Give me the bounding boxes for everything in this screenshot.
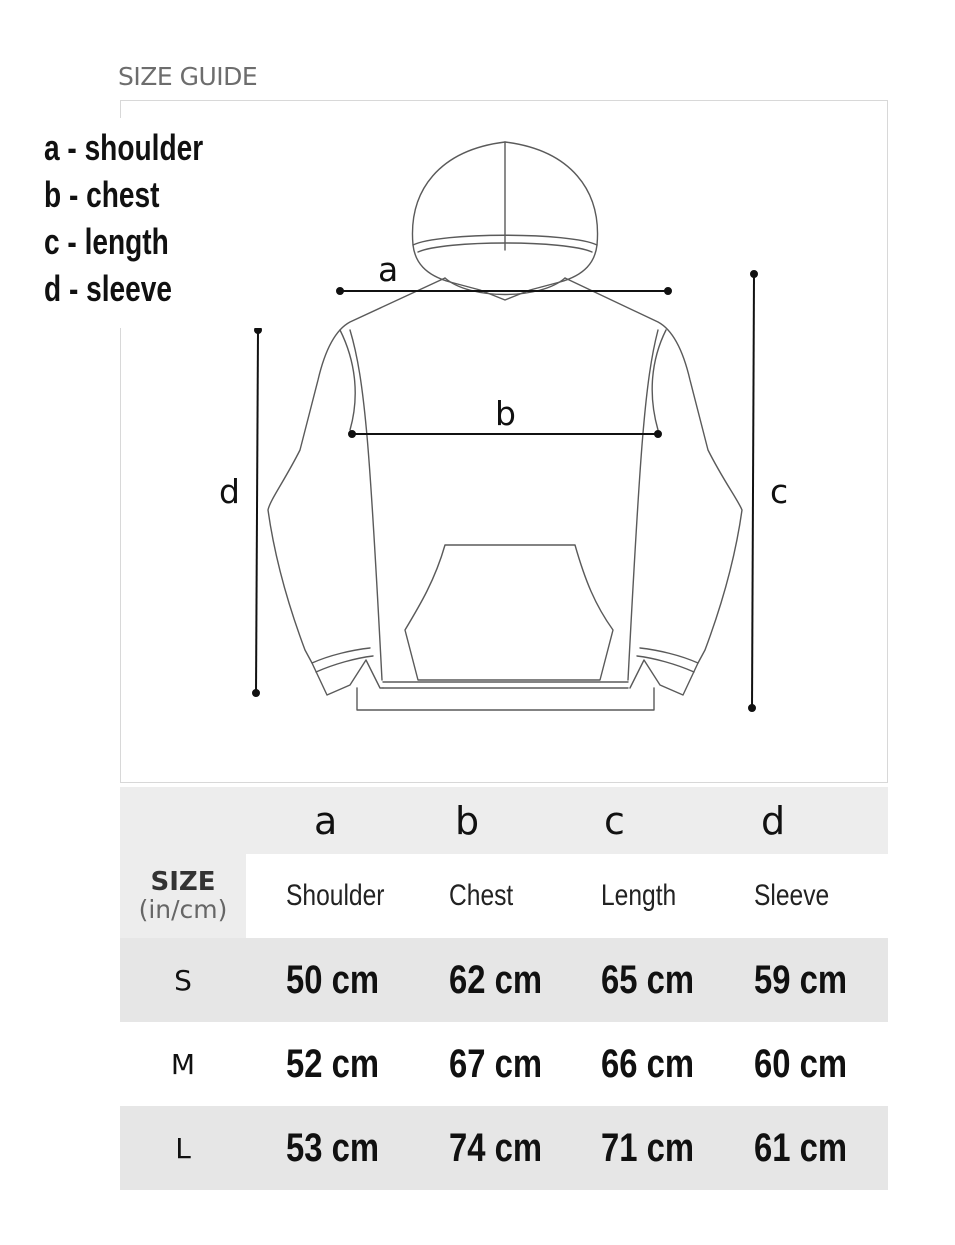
value-l-length: 71 cm xyxy=(601,1125,695,1170)
body-right-outline xyxy=(565,278,742,695)
waistband xyxy=(357,688,654,710)
value-m-sleeve: 60 cm xyxy=(754,1041,848,1086)
left-cuff xyxy=(312,648,370,663)
value-s-length: 65 cm xyxy=(601,957,695,1002)
value-m-chest: 67 cm xyxy=(449,1041,543,1086)
right-armhole xyxy=(628,330,658,680)
value-l-sleeve: 61 cm xyxy=(754,1125,848,1170)
column-sleeve: Sleeve xyxy=(754,879,830,912)
shoulder-dim-label: a xyxy=(378,250,399,289)
sleeve-dim-label: d xyxy=(219,472,240,511)
hood-neck-inner xyxy=(445,278,565,295)
size-guide-title: SIZE GUIDE xyxy=(118,62,258,91)
value-l-chest: 74 cm xyxy=(449,1125,543,1170)
length-dim-label: c xyxy=(770,472,789,511)
letter-header-row xyxy=(120,787,888,854)
length-measure-line xyxy=(752,274,754,708)
value-s-shoulder: 50 cm xyxy=(286,957,380,1002)
sleeve-measure-line xyxy=(256,330,258,693)
table-row-l xyxy=(120,1106,888,1190)
value-m-shoulder: 52 cm xyxy=(286,1041,380,1086)
legend-item-shoulder: a - shoulder xyxy=(44,127,204,168)
letter-header-c: c xyxy=(604,798,625,843)
size-unit: (in/cm) xyxy=(138,895,228,924)
column-length: Length xyxy=(601,879,677,912)
column-chest: Chest xyxy=(449,879,514,912)
size-header-cell xyxy=(120,854,246,938)
size-table xyxy=(120,787,888,1190)
chest-dim-label: b xyxy=(495,394,516,433)
letter-header-d: d xyxy=(761,798,786,843)
value-m-length: 66 cm xyxy=(601,1041,695,1086)
size-label-m: M xyxy=(170,1047,196,1081)
measurement-legend xyxy=(40,118,320,328)
table-row-s xyxy=(120,938,888,1022)
right-cuff xyxy=(640,648,698,663)
letter-header-b: b xyxy=(455,798,480,843)
value-s-chest: 62 cm xyxy=(449,957,543,1002)
size-label-l: L xyxy=(175,1131,191,1165)
table-row-m xyxy=(120,1022,888,1106)
kangaroo-pocket xyxy=(405,545,613,680)
size-header: SIZE xyxy=(150,867,216,897)
left-sleeve-seam xyxy=(340,330,355,430)
value-l-shoulder: 53 cm xyxy=(286,1125,380,1170)
size-label-s: S xyxy=(174,963,192,997)
letter-header-a: a xyxy=(314,798,338,843)
body-left-outline xyxy=(268,278,445,695)
column-shoulder: Shoulder xyxy=(286,879,385,912)
legend-item-chest: b - chest xyxy=(44,174,160,215)
legend-item-length: c - length xyxy=(44,221,169,262)
legend-item-sleeve: d - sleeve xyxy=(44,268,172,309)
letter-header-empty xyxy=(120,787,246,854)
column-name-row xyxy=(120,854,888,938)
value-s-sleeve: 59 cm xyxy=(754,957,848,1002)
